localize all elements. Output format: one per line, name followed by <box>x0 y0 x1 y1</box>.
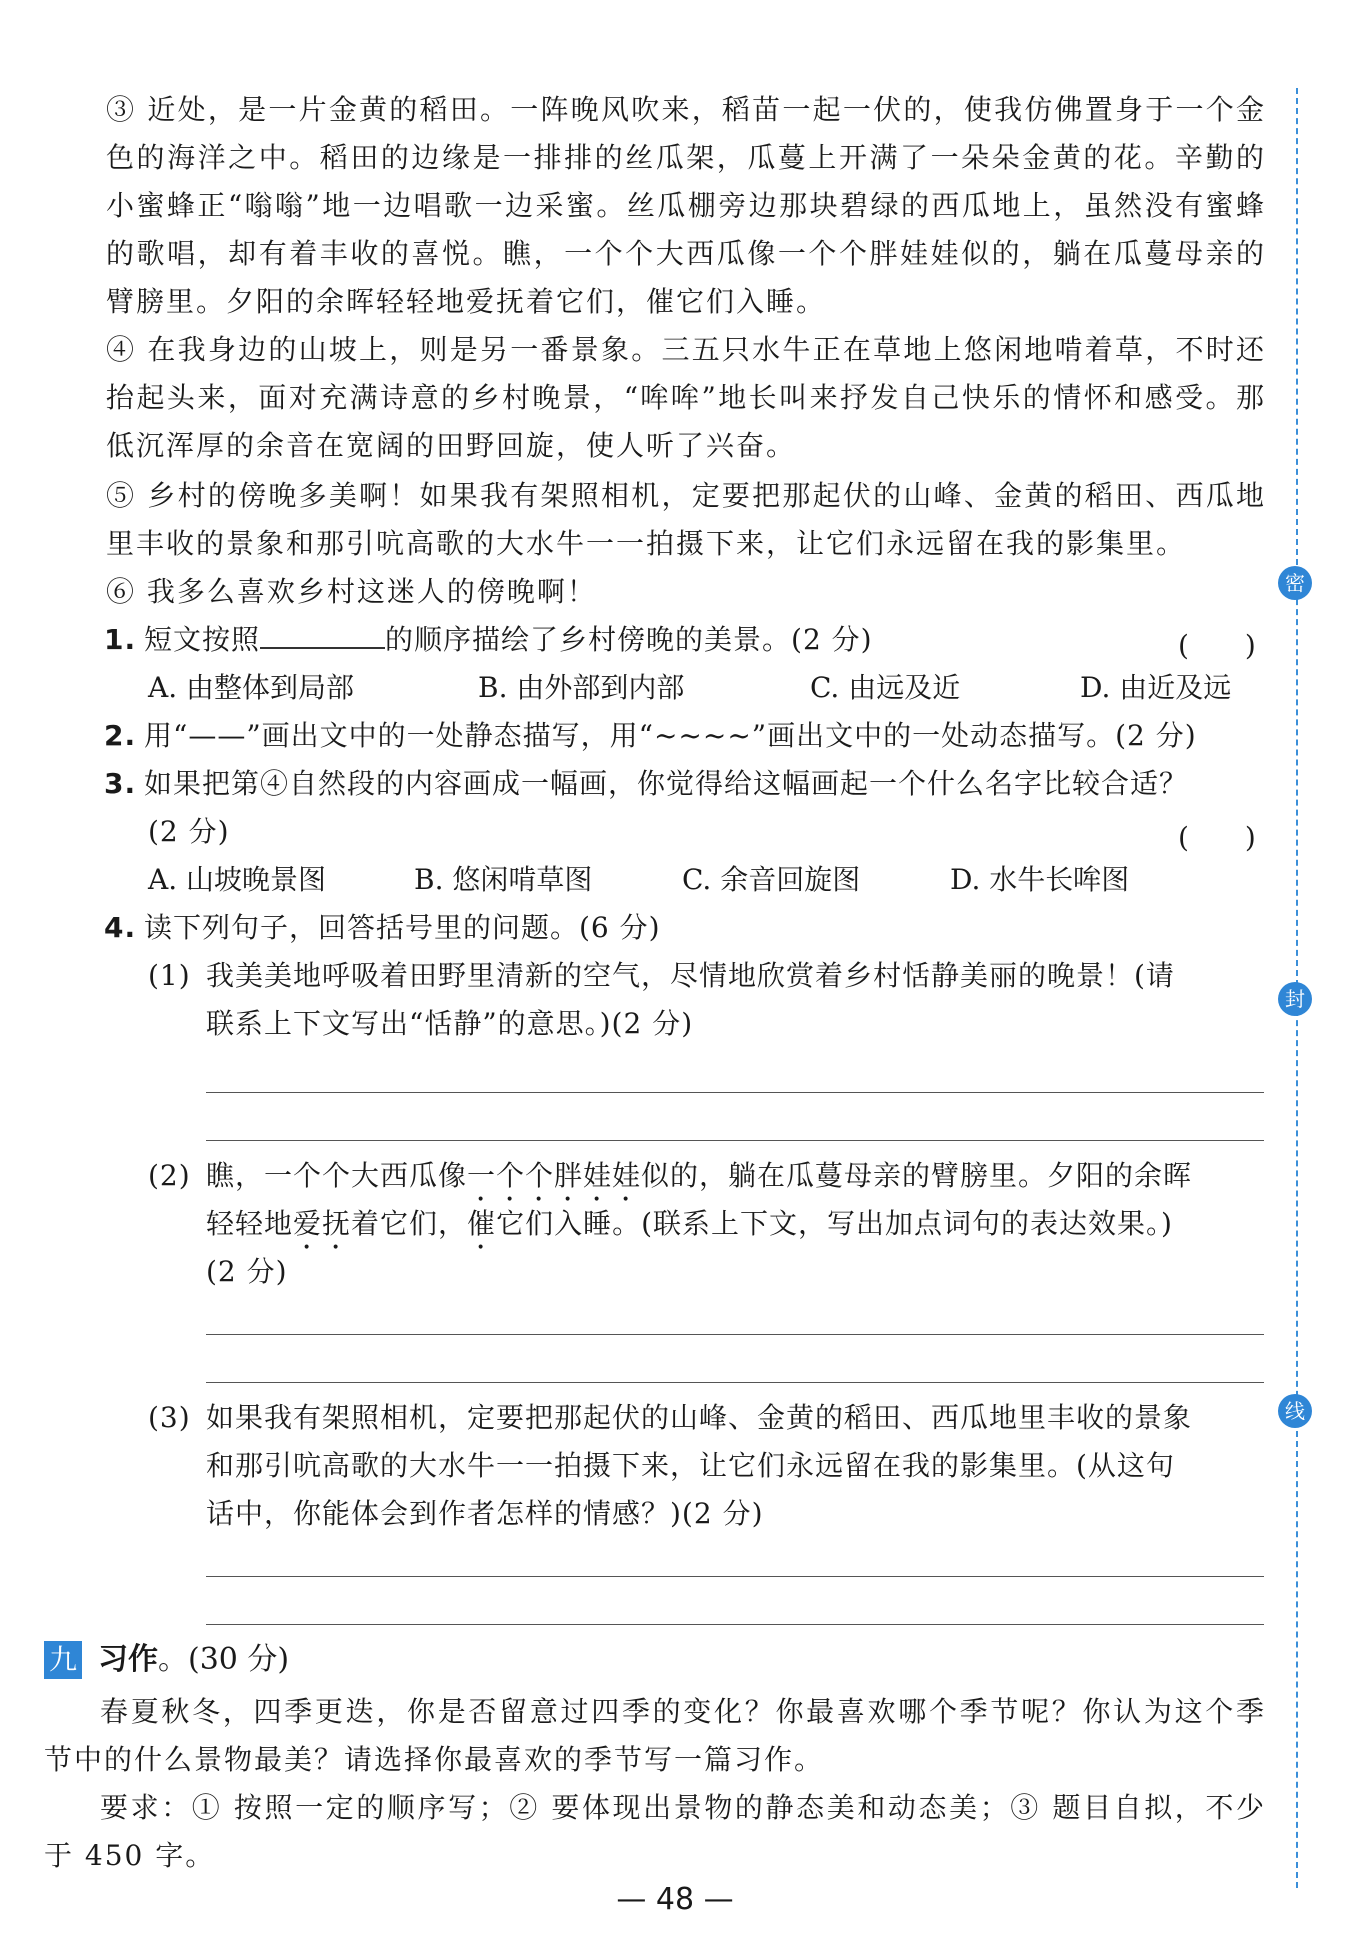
subquestion-3-line2: 和那引吭高歌的大水牛一一拍摄下来，让它们永远留在我的影集里。(从这句 <box>206 1449 1175 1482</box>
subquestion-text: 瞧，一个个大西瓜像 <box>206 1159 468 1192</box>
subquestion-1 <box>148 952 1175 1000</box>
seal-mark-feng: 封 <box>1278 982 1312 1016</box>
subquestion-text: 似的，躺在瓜蔓母亲的臂膀里。夕阳的余晖 <box>641 1159 1193 1192</box>
answer-line[interactable] <box>206 1140 1264 1141</box>
paragraph-6: ⑥ 我多么喜欢乡村这迷人的傍晚啊！ <box>106 575 597 608</box>
answer-line[interactable] <box>206 1334 1264 1335</box>
subquestion-text: 我美美地呼吸着田野里清新的空气，尽情地欣赏着乡村恬静美丽的晚景！(请 <box>206 959 1175 992</box>
question-text: 短文按照 <box>144 623 261 656</box>
question-2 <box>104 712 1197 760</box>
answer-blank[interactable] <box>260 617 385 649</box>
question-number: 2. <box>104 719 137 752</box>
page-number: — 48 — <box>616 1882 734 1917</box>
answer-line[interactable] <box>206 1382 1264 1383</box>
writing-prompt: 春夏秋冬，四季更迭，你是否留意过四季的变化？你最喜欢哪个季节呢？你认为这个季节中的什么景物最美？请选择你最喜欢的季节写一篇习作。 <box>44 1695 1266 1776</box>
section-score: 。(30 分) <box>158 1642 290 1677</box>
paragraph-4: ④ 在我身边的山坡上，则是另一番景象。三五只水牛正在草地上悠闲地啃着草，不时还抬起头来，面对充满诗意的乡村晚景，“哞哞”地长叫来抒发自己快乐的情怀和感受。那低沉浑厚的余音在宽阔的田野回旋，使人听了兴奋。 <box>106 333 1266 462</box>
option-a[interactable]: A. 山坡晚景图 <box>148 863 327 896</box>
subquestion-number: (3) <box>148 1401 191 1434</box>
option-c[interactable]: C. 余音回旋图 <box>682 863 861 896</box>
subquestion-2-line2 <box>206 1200 1173 1256</box>
option-a[interactable]: A. 由整体到局部 <box>148 671 355 704</box>
dotted-phrase: 催 <box>467 1207 497 1240</box>
question-number: 1. <box>104 623 137 656</box>
dotted-phrase: 爱抚 <box>293 1207 352 1240</box>
question-text: 用“——”画出文中的一处静态描写，用“~~~~”画出文中的一处动态描写。(2 分) <box>144 719 1197 752</box>
option-b[interactable]: B. 由外部到内部 <box>478 671 685 704</box>
answer-parentheses[interactable]: ( ) <box>1178 821 1256 854</box>
option-d[interactable]: D. 水牛长哞图 <box>950 863 1130 896</box>
subquestion-number: (1) <box>148 959 191 992</box>
subquestion-3-line3: 话中，你能体会到作者怎样的情感？)(2 分) <box>206 1497 764 1530</box>
answer-line[interactable] <box>206 1092 1264 1093</box>
subquestion-text: 着它们， <box>351 1207 468 1240</box>
section-title-text: 习作 <box>98 1642 158 1677</box>
answer-line[interactable] <box>206 1624 1264 1625</box>
dotted-phrase: 一个个胖娃娃 <box>467 1159 642 1192</box>
question-number: 4. <box>104 911 137 944</box>
question-4 <box>104 904 661 952</box>
paragraph-3: ③ 近处，是一片金黄的稻田。一阵晚风吹来，稻苗一起一伏的，使我仿佛置身于一个金色的海洋之中。稻田的边缘是一排排的丝瓜架，瓜蔓上开满了一朵朵金黄的花。辛勤的小蜜蜂正“嗡嗡”地一边唱歌一边采蜜。丝瓜棚旁边那块碧绿的西瓜地上，虽然没有蜜蜂的歌唱，却有着丰收的喜悦。瞧，一个个大西瓜像一个个胖娃娃似的，躺在瓜蔓母亲的臂膀里。夕阳的余晖轻轻地爱抚着它们，催它们入睡。 <box>106 93 1266 318</box>
seal-mark-xian: 线 <box>1278 1394 1312 1428</box>
subquestion-text: 如果我有架照相机，定要把那起伏的山峰、金黄的稻田、西瓜地里丰收的景象 <box>206 1401 1193 1434</box>
option-b[interactable]: B. 悠闲啃草图 <box>414 863 593 896</box>
answer-line[interactable] <box>206 1576 1264 1577</box>
option-d[interactable]: D. 由近及远 <box>1080 671 1232 704</box>
paragraph-5: ⑤ 乡村的傍晚多美啊！如果我有架照相机，定要把那起伏的山峰、金黄的稻田、西瓜地里丰收的景象和那引吭高歌的大水牛一一拍摄下来，让它们永远留在我的影集里。 <box>106 479 1266 560</box>
subquestion-1-line2: 联系上下文写出“恬静”的意思。)(2 分) <box>206 1007 694 1040</box>
option-c[interactable]: C. 由远及近 <box>810 671 961 704</box>
question-text: 读下列句子，回答括号里的问题。(6 分) <box>144 911 661 944</box>
section-title <box>98 1636 289 1684</box>
question-3 <box>104 760 1188 808</box>
question-text: 的顺序描绘了乡村傍晚的美景。(2 分) <box>385 623 873 656</box>
question-text: 如果把第④自然段的内容画成一幅画，你觉得给这幅画起一个什么名字比较合适？ <box>144 767 1189 800</box>
question-1 <box>104 616 873 664</box>
question-number: 3. <box>104 767 137 800</box>
subquestion-text: 它们入睡。(联系上下文，写出加点词句的表达效果。) <box>496 1207 1173 1240</box>
answer-parentheses[interactable]: ( ) <box>1178 629 1256 662</box>
section-number-badge: 九 <box>44 1641 82 1679</box>
subquestion-number: (2) <box>148 1159 191 1192</box>
question-3-score: (2 分) <box>148 815 230 848</box>
seal-mark-mi: 密 <box>1278 566 1312 600</box>
subquestion-3 <box>148 1394 1192 1442</box>
writing-requirements: 要求：① 按照一定的顺序写；② 要体现出景物的静态美和动态美；③ 题目自拟，不少于 450 字。 <box>44 1791 1266 1872</box>
subquestion-2-line3: (2 分) <box>206 1255 288 1288</box>
subquestion-text: 轻轻地 <box>206 1207 294 1240</box>
